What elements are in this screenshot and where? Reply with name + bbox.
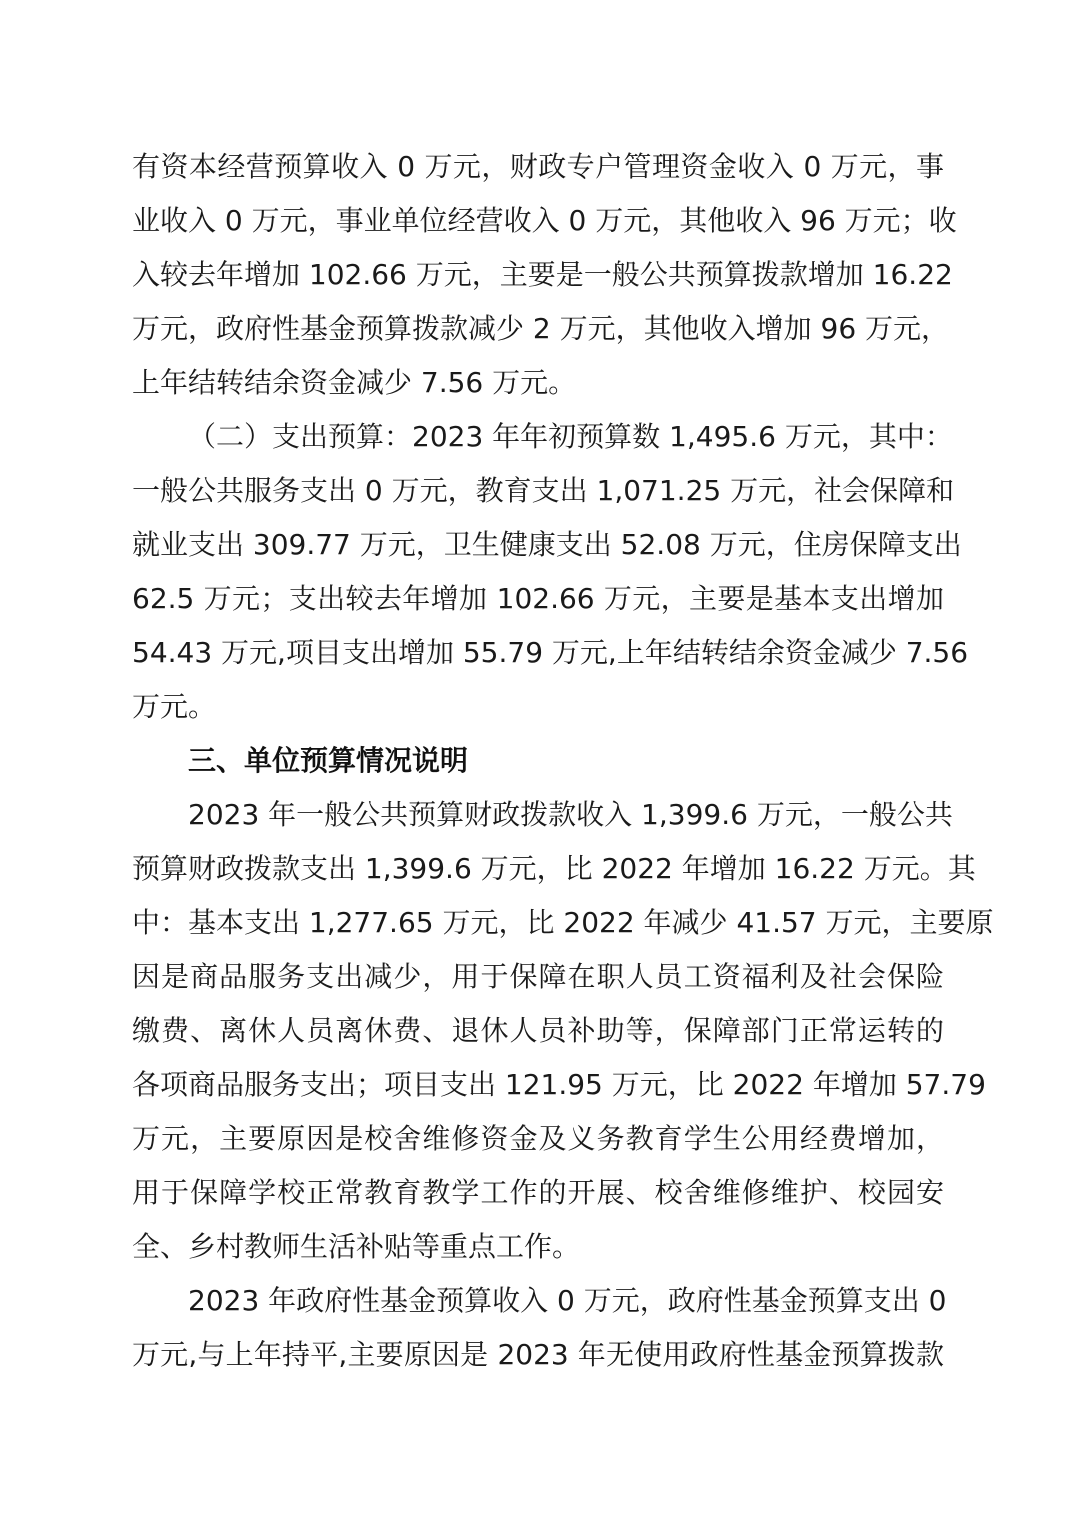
text-line: 2023 年一般公共预算财政拨款收入 1,399.6 万元，一般公共	[188, 798, 953, 831]
section-heading: 三、单位预算情况说明	[188, 744, 469, 777]
text-line: 万元，政府性基金预算拨款减少 2 万元，其他收入增加 96 万元，	[132, 312, 950, 345]
text-line: 就业支出 309.77 万元，卫生健康支出 52.08 万元，住房保障支出	[132, 528, 962, 561]
text-line: 因是商品服务支出减少，用于保障在职人员工资福利及社会保险	[132, 960, 944, 993]
text-line: 上年结转结余资金减少 7.56 万元。	[132, 366, 577, 399]
text-line: 2023 年政府性基金预算收入 0 万元，政府性基金预算支出 0	[188, 1284, 947, 1317]
text-line: 万元,与上年持平,主要原因是 2023 年无使用政府性基金预算拨款	[132, 1338, 944, 1371]
text-line: 全、乡村教师生活补贴等重点工作。	[132, 1230, 581, 1263]
text-line: 62.5 万元；支出较去年增加 102.66 万元，主要是基本支出增加	[132, 582, 944, 615]
text-line: 用于保障学校正常教育教学工作的开展、校舍维修维护、校园安	[132, 1176, 944, 1209]
text-line: 预算财政拨款支出 1,399.6 万元，比 2022 年增加 16.22 万元。其	[132, 852, 976, 885]
text-line: 各项商品服务支出；项目支出 121.95 万元，比 2022 年增加 57.79	[132, 1068, 986, 1101]
text-line: 一般公共服务支出 0 万元，教育支出 1,071.25 万元，社会保障和	[132, 474, 955, 507]
text-line: 入较去年增加 102.66 万元，主要是一般公共预算拨款增加 16.22	[132, 258, 953, 291]
text-line: 中：基本支出 1,277.65 万元，比 2022 年减少 41.57 万元，主要原	[132, 906, 994, 939]
section-subheading-line: （二）支出预算：2023 年年初预算数 1,495.6 万元，其中：	[188, 420, 953, 453]
text-line: 有资本经营预算收入 0 万元，财政专户管理资金收入 0 万元，事	[132, 150, 944, 183]
text-line: 万元，主要原因是校舍维修资金及义务教育学生公用经费增加，	[132, 1122, 944, 1155]
text-line: 54.43 万元,项目支出增加 55.79 万元,上年结转结余资金减少 7.56	[132, 636, 969, 669]
text-line: 万元。	[132, 690, 217, 723]
text-line: 缴费、离休人员离休费、退休人员补助等，保障部门正常运转的	[132, 1014, 944, 1047]
text-line: 业收入 0 万元，事业单位经营收入 0 万元，其他收入 96 万元；收	[132, 204, 957, 237]
document-body	[132, 140, 994, 1382]
